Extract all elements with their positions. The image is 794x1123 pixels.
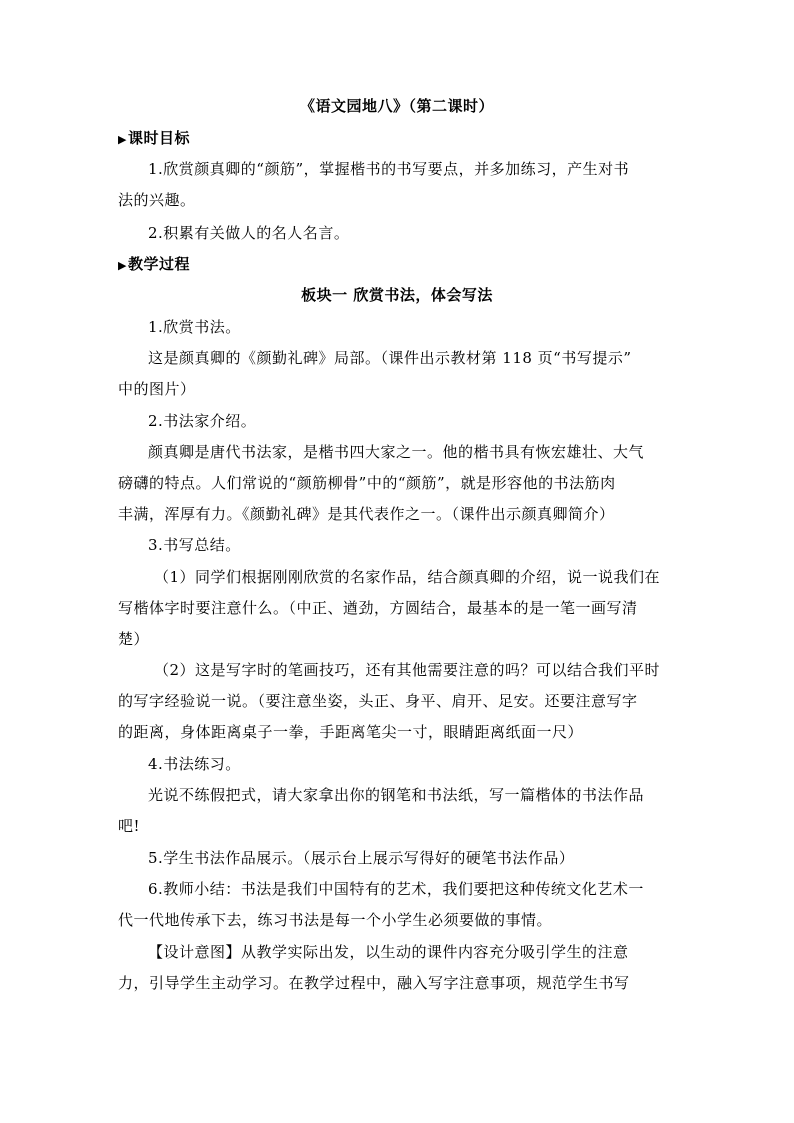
design-intent-line-2: 力，引导学生主动学习。在教学过程中，融入写字注意事项，规范学生书写 bbox=[118, 974, 630, 992]
paragraph-2-heading: 2.书法家介绍。 bbox=[148, 412, 257, 430]
paragraph-6-line-2: 代一代地传承下去，练习书法是每一个小学生必须要做的事情。 bbox=[118, 911, 553, 929]
block-heading: 板块一 欣赏书法，体会写法 bbox=[301, 286, 493, 304]
paragraph-3a-line-2: 写楷体字时要注意什么。（中正、遒劲，方圆结合，最基本的是一笔一画写清 bbox=[118, 599, 638, 617]
paragraph-3a-line-1: （1）同学们根据刚刚欣赏的名家作品，结合颜真卿的介绍，说一说我们在 bbox=[154, 568, 661, 586]
paragraph-5: 5.学生书法作品展示。（展示台上展示写得好的硬笔书法作品） bbox=[148, 849, 575, 867]
paragraph-4-heading: 4.书法练习。 bbox=[148, 755, 241, 773]
paragraph-3b-line-2: 的写字经验说一说。（要注意坐姿，头正、身平、肩开、足安。还要注意写字 bbox=[118, 692, 638, 710]
goal-2: 2.积累有关做人的名人名言。 bbox=[148, 224, 350, 242]
goal-1-line-1: 1.欣赏颜真卿的“颜筋”，掌握楷书的书写要点，并多加练习，产生对书 bbox=[148, 160, 630, 178]
paragraph-6-line-1: 6.教师小结：书法是我们中国特有的艺术，我们要把这种传统文化艺术一 bbox=[148, 880, 644, 898]
paragraph-3-heading: 3.书写总结。 bbox=[148, 536, 241, 554]
section-heading-label: 课时目标 bbox=[127, 129, 190, 147]
section-heading-process bbox=[118, 254, 190, 276]
paragraph-1-line-1: 这是颜真卿的《颜勤礼碑》局部。（课件出示教材第 118 页“书写提示” bbox=[148, 349, 632, 367]
paragraph-2-line-3: 丰满，浑厚有力。《颜勤礼碑》是其代表作之一。（课件出示颜真卿简介） bbox=[118, 505, 615, 523]
section-heading-goals bbox=[118, 128, 190, 150]
paragraph-1-line-2: 中的图片） bbox=[118, 380, 196, 398]
paragraph-4-line-2: 吧! bbox=[118, 817, 141, 835]
paragraph-3b-line-1: （2）这是写字时的笔画技巧，还有其他需要注意的吗？可以结合我们平时 bbox=[154, 661, 661, 679]
triangle-marker-icon: ▶ bbox=[118, 133, 127, 146]
paragraph-2-line-2: 磅礴的特点。人们常说的“颜筋柳骨”中的“颜筋”，就是形容他的书法筋肉 bbox=[118, 474, 616, 492]
triangle-marker-icon: ▶ bbox=[118, 259, 127, 272]
paragraph-4-line-1: 光说不练假把式，请大家拿出你的钢笔和书法纸，写一篇楷体的书法作品 bbox=[148, 786, 645, 804]
document-title: 《语文园地八》（第二课时） bbox=[299, 97, 494, 115]
design-intent-line-1: 【设计意图】从教学实际出发，以生动的课件内容充分吸引学生的注意 bbox=[148, 943, 629, 961]
paragraph-3a-line-3: 楚） bbox=[118, 630, 150, 648]
goal-1-line-2: 法的兴趣。 bbox=[118, 191, 196, 209]
section-heading-label: 教学过程 bbox=[127, 255, 190, 273]
paragraph-2-line-1: 颜真卿是唐代书法家，是楷书四大家之一。他的楷书具有恢宏雄壮、大气 bbox=[148, 443, 645, 461]
paragraph-3b-line-3: 的距离，身体距离桌子一拳，手距离笔尖一寸，眼睛距离纸面一尺） bbox=[118, 723, 584, 741]
paragraph-1-heading: 1.欣赏书法。 bbox=[148, 318, 241, 336]
